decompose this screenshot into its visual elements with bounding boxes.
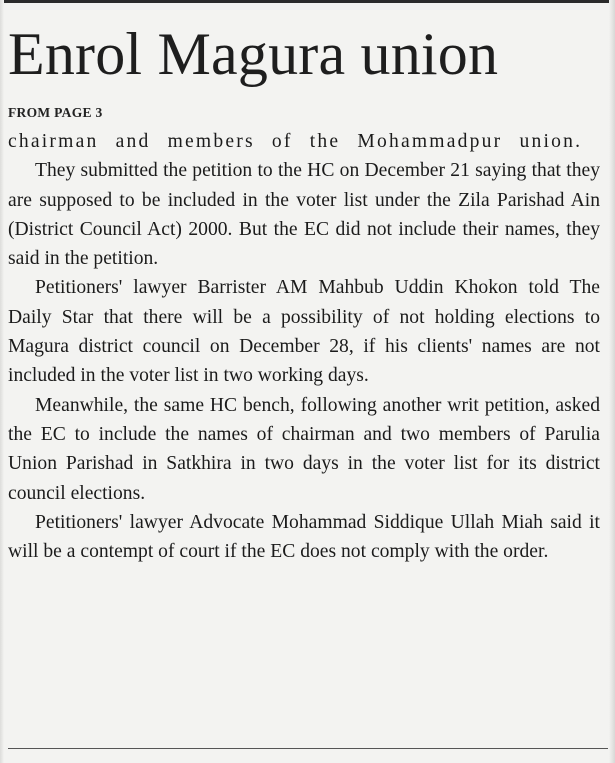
headline: Enrol Magura union <box>8 21 499 87</box>
top-rule <box>0 0 615 10</box>
article-paragraph: chairman and members of the Mohammadpur union. <box>8 131 583 152</box>
article-paragraph: Petitioners' lawyer Advocate Mohammad Siddique Ullah Miah said it will be a contempt of court if the EC does not comply with the order. <box>8 511 600 563</box>
article-body <box>8 127 600 566</box>
right-edge-shadow <box>609 0 615 763</box>
article-paragraph: Petitioners' lawyer Barrister AM Mahbub Uddin Khokon told The Daily Star that there will be a possibility of not holding elections to Magura district council on December 28, if his clients' names are not included in the voter list in two working days. <box>8 277 600 387</box>
article-paragraph: They submitted the petition to the HC on December 21 saying that they are supposed to be included in the voter list under the Zila Parishad Ain (District Council Act) 2000. But the EC did not include their names, they said in the petition. <box>8 160 600 270</box>
left-edge-shadow <box>0 0 4 763</box>
article-paragraph: Meanwhile, the same HC bench, following another writ petition, asked the EC to include the names of chairman and two members of Parulia Union Parishad in Satkhira in two days in the voter list for its district council elections. <box>8 394 600 504</box>
continued-from-label: FROM PAGE 3 <box>8 105 103 120</box>
bottom-rule <box>8 748 608 749</box>
